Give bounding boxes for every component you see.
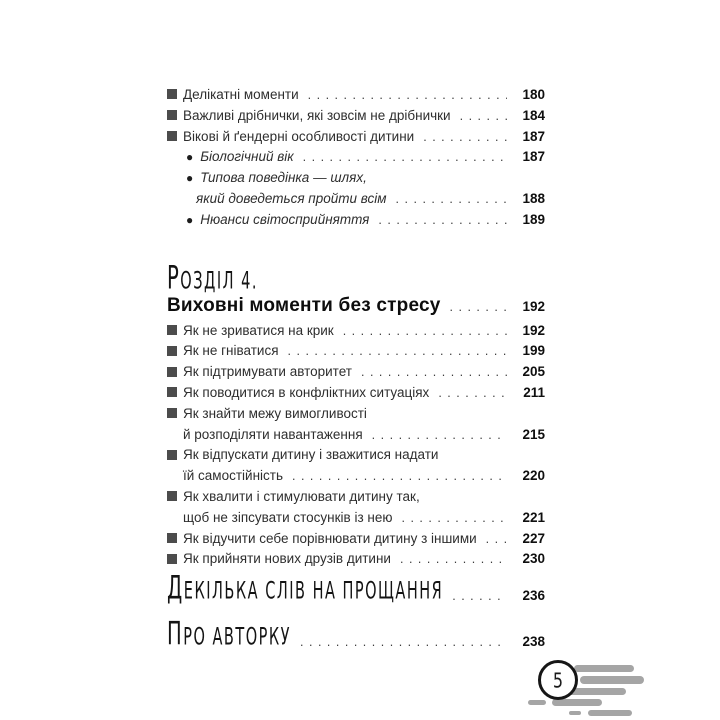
square-bullet-icon bbox=[167, 450, 177, 460]
toc-entry bbox=[167, 487, 545, 508]
toc-entry-page: 192 bbox=[522, 298, 545, 314]
toc-entry-text: Біологічний вік bbox=[200, 149, 294, 165]
comet-icon bbox=[528, 700, 546, 705]
page-number: 5 bbox=[552, 668, 564, 692]
toc-section-row bbox=[167, 614, 545, 662]
toc-chapter-label-row bbox=[167, 258, 545, 297]
toc-entry-page: 221 bbox=[522, 509, 545, 525]
leader-dots bbox=[450, 300, 508, 314]
toc-entry-text: Як не гніватися bbox=[183, 343, 279, 359]
toc-entry-text: Як відпускати дитину і зважитися надати bbox=[183, 447, 439, 463]
leader-dots bbox=[396, 189, 507, 210]
section-heading: ДЕКІЛЬКА СЛІВ НА ПРОЩАННЯ bbox=[167, 568, 444, 607]
toc-entry-page: 189 bbox=[522, 211, 545, 227]
toc-entry bbox=[167, 210, 545, 231]
leader-dots bbox=[400, 549, 507, 570]
toc-entry-page: 205 bbox=[522, 364, 545, 380]
leader-dots bbox=[300, 635, 507, 649]
toc-entry bbox=[167, 147, 545, 168]
toc-entry-text: Вікові й ґендерні особливості дитини bbox=[183, 128, 415, 144]
square-bullet-icon bbox=[167, 325, 177, 335]
toc-entry bbox=[167, 425, 545, 446]
square-bullet-icon bbox=[167, 533, 177, 543]
toc-entry bbox=[167, 383, 545, 404]
square-bullet-icon bbox=[167, 554, 177, 564]
toc-entry-page: 215 bbox=[522, 426, 545, 442]
table-of-contents bbox=[167, 85, 545, 662]
leader-dots bbox=[452, 589, 507, 603]
square-bullet-icon bbox=[167, 387, 177, 397]
square-bullet-icon bbox=[167, 367, 177, 377]
toc-chapter-title-row bbox=[167, 295, 545, 321]
leader-dots bbox=[438, 383, 507, 404]
leader-dots bbox=[288, 341, 507, 362]
page-number-badge bbox=[522, 653, 652, 719]
toc-entry bbox=[167, 189, 545, 210]
leader-dots bbox=[486, 529, 507, 550]
toc-entry-text: й розподіляти навантаження bbox=[183, 426, 363, 442]
toc-entry-text: Як поводитися в конфліктних ситуаціях bbox=[183, 384, 430, 400]
toc-entry-text: Делікатні моменти bbox=[183, 87, 299, 102]
toc-entry-text: Типова поведінка — шлях, bbox=[200, 170, 367, 186]
toc-entry-text: щоб не зіпсувати стосунків із нею bbox=[183, 509, 393, 525]
toc-entry bbox=[167, 168, 545, 189]
toc-section-row bbox=[167, 568, 545, 616]
toc-entry-page: 184 bbox=[522, 107, 545, 123]
toc-entry-text: Нюанси світосприйняття bbox=[200, 211, 370, 227]
toc-entry-page: 188 bbox=[522, 190, 545, 206]
comet-icon bbox=[580, 676, 644, 684]
comet-icon bbox=[574, 665, 634, 672]
toc-entry bbox=[167, 445, 545, 466]
toc-entry-page: 220 bbox=[522, 468, 545, 484]
leader-dots bbox=[460, 106, 507, 127]
toc-entry-page: 187 bbox=[522, 149, 545, 165]
toc-entry-text: їй самостійність bbox=[183, 468, 283, 484]
toc-entry bbox=[167, 549, 545, 570]
toc-entry bbox=[167, 508, 545, 529]
toc-entry-text: Як знайти межу вимогливості bbox=[183, 405, 367, 421]
toc-entry-text: Важливі дрібнички, які зовсім не дрібнички bbox=[183, 107, 451, 123]
toc-entry-page: 211 bbox=[523, 384, 545, 400]
leader-dots bbox=[401, 508, 507, 529]
dot-bullet-icon: ● bbox=[186, 150, 194, 165]
leader-dots bbox=[343, 321, 507, 342]
comet-icon bbox=[569, 711, 581, 715]
toc-entry bbox=[167, 466, 545, 487]
toc-entry-page: 236 bbox=[522, 588, 545, 604]
chapter-label: РОЗДІЛ 4. bbox=[167, 258, 258, 297]
leader-dots bbox=[292, 466, 507, 487]
toc-entry bbox=[167, 404, 545, 425]
leader-dots bbox=[423, 127, 507, 148]
toc-entry-page: 227 bbox=[522, 530, 545, 546]
toc-entry-text: Як прийняти нових друзів дитини bbox=[183, 551, 391, 567]
chapter-title: Виховні моменти без стресу bbox=[167, 294, 441, 316]
comet-icon bbox=[588, 710, 632, 716]
comet-icon bbox=[552, 699, 602, 706]
dot-bullet-icon: ● bbox=[186, 212, 194, 227]
square-bullet-icon bbox=[167, 131, 177, 141]
toc-entry bbox=[167, 106, 545, 127]
toc-entry-text: який доведеться пройти всім bbox=[196, 190, 387, 206]
toc-entry bbox=[167, 341, 545, 362]
toc-entry-page: 230 bbox=[522, 551, 545, 567]
section-heading: ПРО АВТОРКУ bbox=[167, 614, 291, 653]
toc-entry bbox=[167, 127, 545, 148]
toc-entry bbox=[167, 362, 545, 383]
toc-entry-text: Як підтримувати авторитет bbox=[183, 364, 352, 380]
square-bullet-icon bbox=[167, 346, 177, 356]
toc-entry bbox=[167, 529, 545, 550]
page-number-circle bbox=[538, 660, 578, 700]
leader-dots bbox=[308, 85, 507, 106]
square-bullet-icon bbox=[167, 89, 177, 99]
square-bullet-icon bbox=[167, 408, 177, 418]
toc-entry-page: 192 bbox=[522, 322, 545, 338]
leader-dots bbox=[372, 425, 507, 446]
toc-entry bbox=[167, 85, 545, 106]
dot-bullet-icon: ● bbox=[186, 171, 194, 186]
leader-dots bbox=[303, 147, 507, 168]
leader-dots bbox=[361, 362, 507, 383]
toc-entry-page: 199 bbox=[522, 343, 545, 359]
leader-dots bbox=[378, 210, 507, 231]
toc-entry-text: Як відучити себе порівнювати дитину з іншими bbox=[183, 530, 477, 546]
square-bullet-icon bbox=[167, 491, 177, 501]
square-bullet-icon bbox=[167, 110, 177, 120]
toc-entry-text: Як хвалити і стимулювати дитину так, bbox=[183, 488, 420, 504]
toc-entry bbox=[167, 321, 545, 342]
toc-entry-text: Як не зриватися на крик bbox=[183, 322, 334, 338]
toc-entry-page: 238 bbox=[522, 634, 545, 650]
comet-icon bbox=[568, 688, 626, 695]
toc-entry-page: 180 bbox=[522, 87, 545, 102]
toc-entry-page: 187 bbox=[522, 128, 545, 144]
